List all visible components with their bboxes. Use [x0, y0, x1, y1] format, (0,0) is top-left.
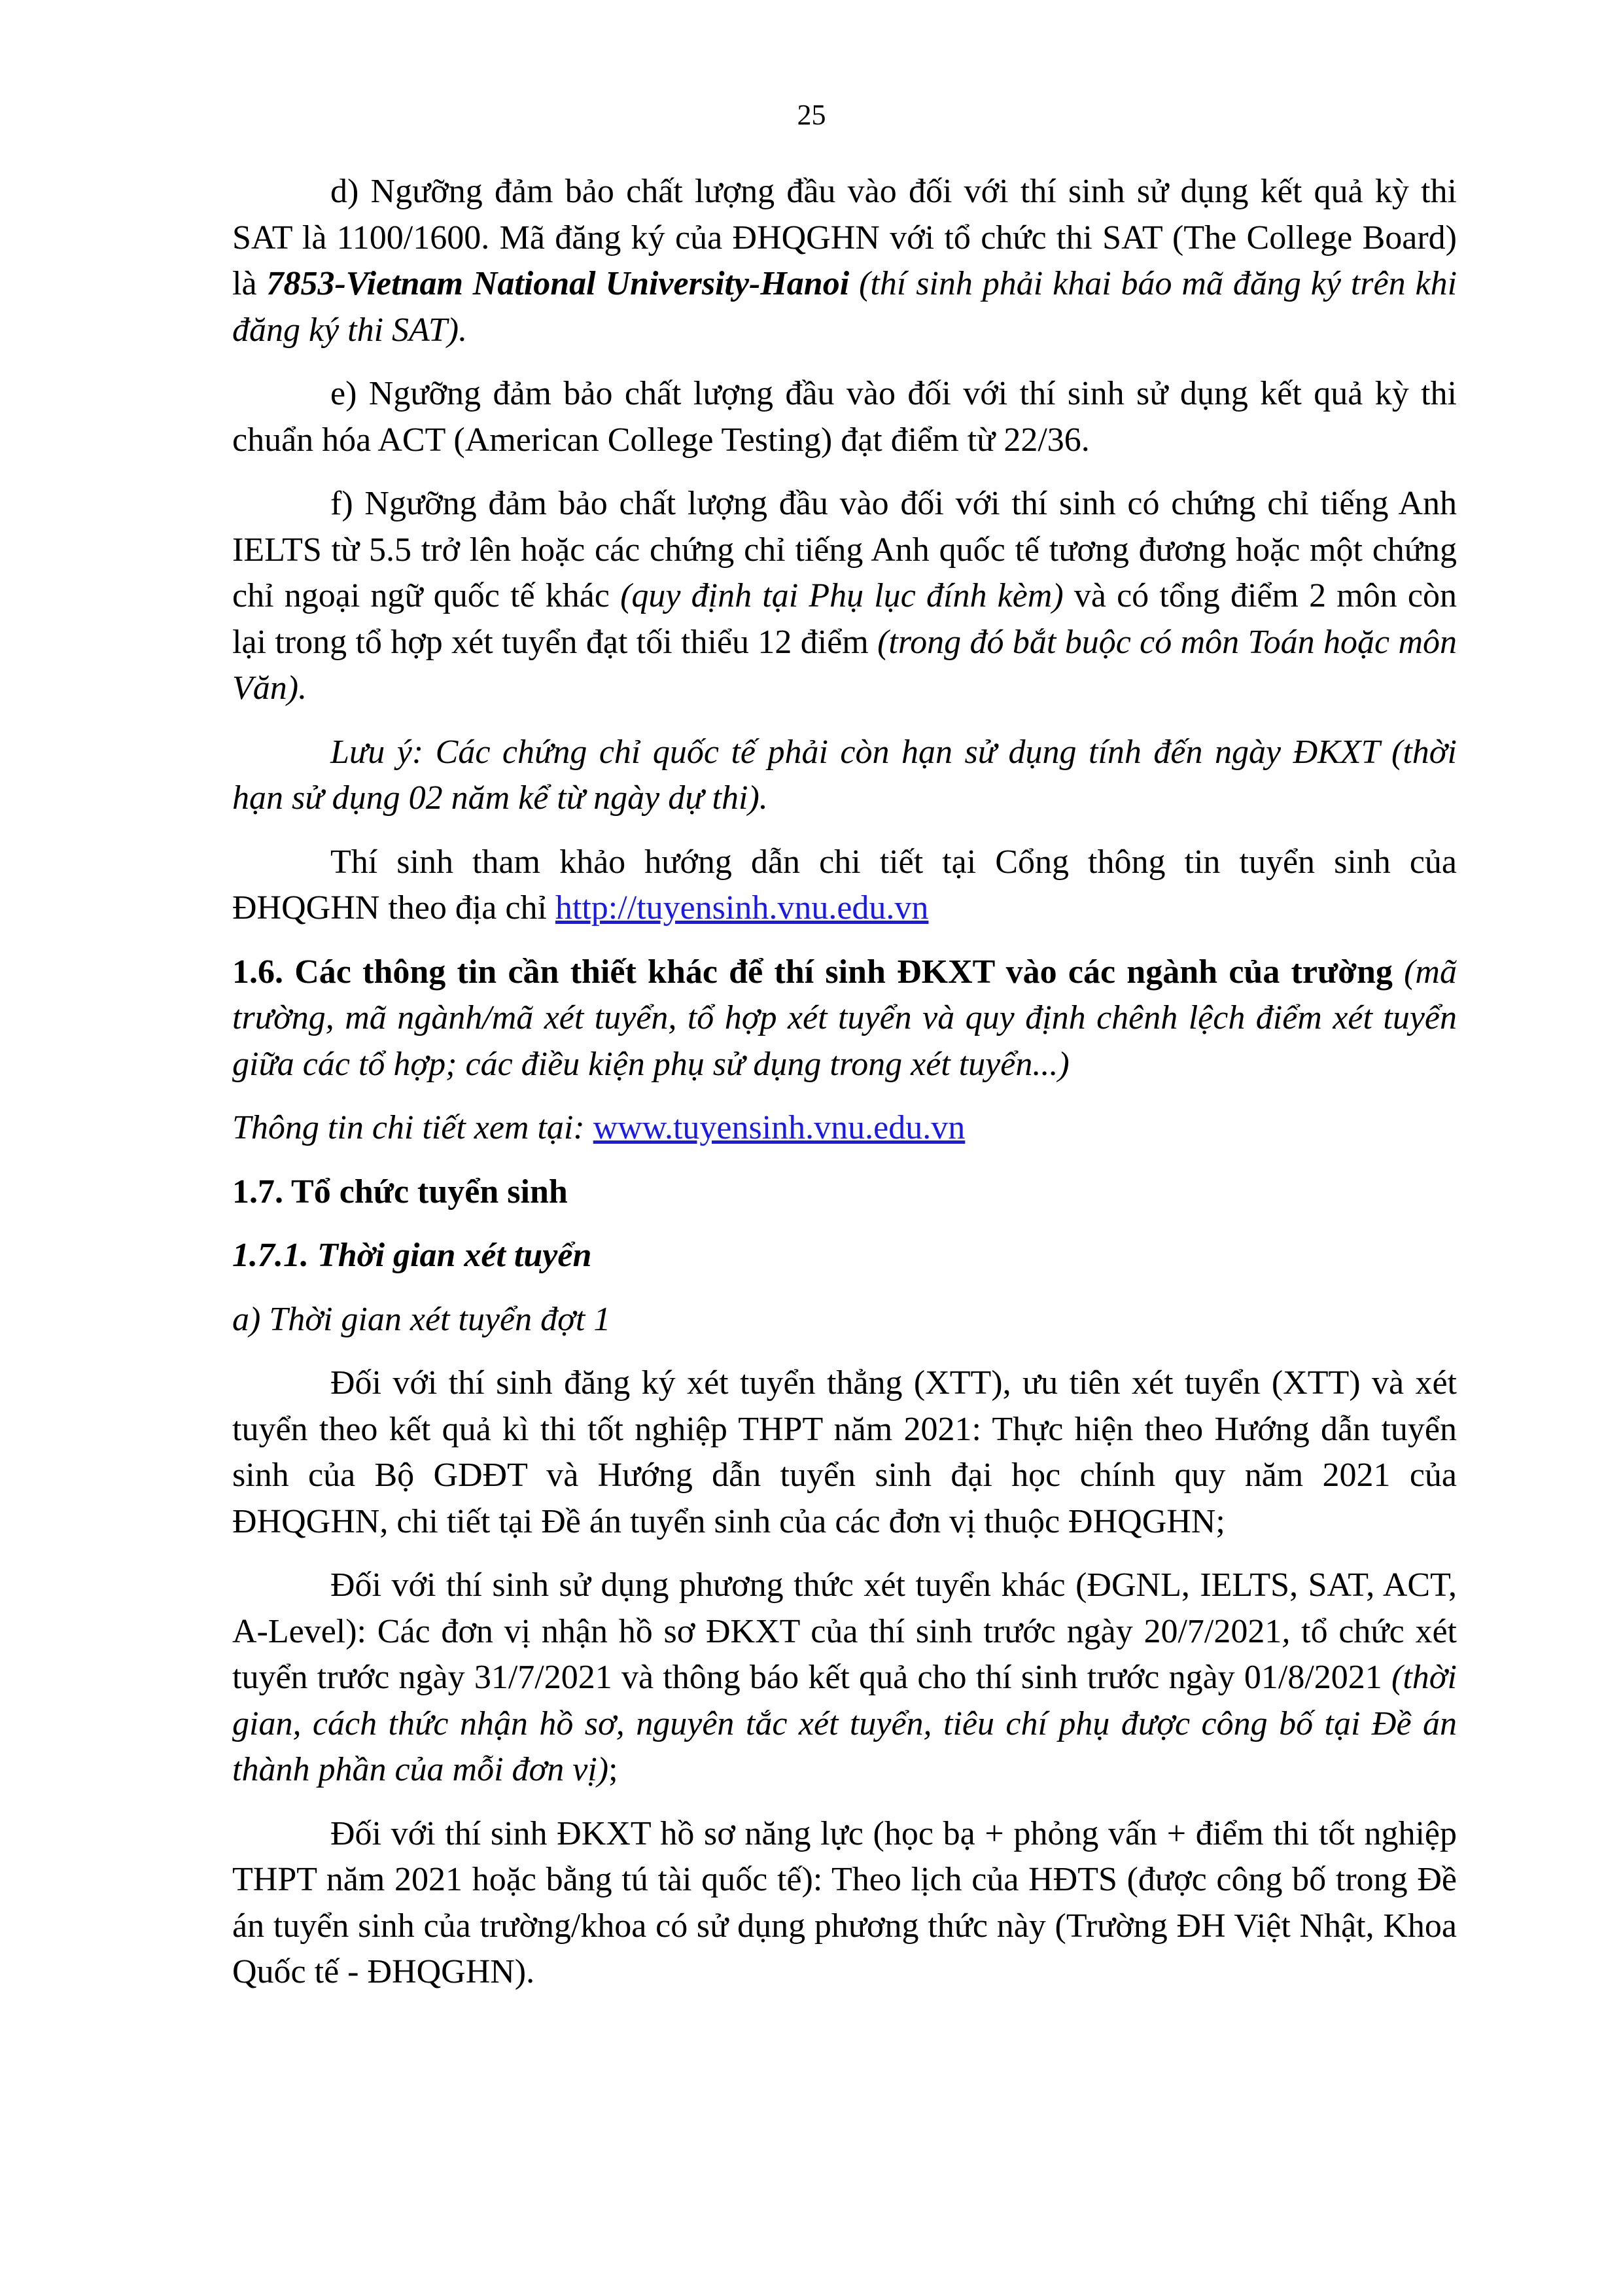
section-1-7-1-heading: 1.7.1. Thời gian xét tuyển	[232, 1237, 592, 1274]
section-1-6	[232, 949, 1457, 1088]
section-1-6-italic: (mã trường, mã ngành/mã xét tuyển, tổ hợp xét tuyển và quy định chênh lệch điểm xét tuyển giữa các tổ hợp; các điều kiện phụ sử dụng trong xét tuyển...)	[232, 953, 1457, 1083]
ielts-text-2: và có tổng điểm 2 môn còn lại trong tổ hợp xét tuyển đạt tối thiểu 12 điểm	[232, 577, 1457, 661]
section-1-7-heading: 1.7. Tổ chức tuyển sinh	[232, 1173, 568, 1210]
ielts-text-1: f) Ngưỡng đảm bảo chất lượng đầu vào đối với thí sinh có chứng chỉ tiếng Anh IELTS từ 5.5 trở lên hoặc các chứng chỉ tiếng Anh quốc tế tương đương hoặc một chứng chỉ ngoại ngữ quốc tế khác	[232, 485, 1457, 614]
other-italic: (thời gian, cách thức nhận hồ sơ, nguyên tắc xét tuyển, tiêu chí phụ được công bố tại Đề án thành phần của mỗi đơn vị)	[232, 1659, 1457, 1788]
portal-link[interactable]: http://tuyensinh.vnu.edu.vn	[555, 889, 929, 927]
paragraph-other-methods	[232, 1563, 1457, 1793]
details-label: Thông tin chi tiết xem tại:	[232, 1109, 593, 1146]
paragraph-act-threshold: e) Ngưỡng đảm bảo chất lượng đầu vào đối với thí sinh sử dụng kết quả kỳ thi chuẩn hóa ACT (American College Testing) đạt điểm từ 22/36.	[232, 375, 1457, 459]
sat-text: d) Ngưỡng đảm bảo chất lượng đầu vào đối với thí sinh sử dụng kết quả kỳ thi SAT là 1100/1600. Mã đăng ký của ĐHQGHN với tổ chức thi SAT (The College Board) là	[232, 173, 1457, 302]
sat-registration-code: 7853-Vietnam National University-Hanoi	[266, 265, 850, 302]
paragraph-sat-threshold	[232, 169, 1457, 353]
ielts-italic-2: (trong đó bắt buộc có môn Toán hoặc môn Văn).	[232, 623, 1457, 707]
page-number: 25	[797, 99, 826, 131]
document-body	[232, 169, 1457, 2013]
ielts-italic-1: (quy định tại Phụ lục đính kèm)	[620, 577, 1064, 614]
paragraph-direct-admission: Đối với thí sinh đăng ký xét tuyển thẳng (XTT), ưu tiên xét tuyển (XTT) và xét tuyển theo kết quả kì thi tốt nghiệp THPT năm 2021: Thực hiện theo Hướng dẫn tuyển sinh của Bộ GDĐT và Hướng dẫn tuyển sinh đại học chính quy năm 2021 của ĐHQGHN, chi tiết tại Đề án tuyển sinh của các đơn vị thuộc ĐHQGHN;	[232, 1364, 1457, 1540]
paragraph-details	[232, 1105, 1457, 1152]
other-text-3: ;	[608, 1751, 618, 1788]
portal-text: Thí sinh tham khảo hướng dẫn chi tiết tại Cổng thông tin tuyển sinh của ĐHQGHN theo địa chỉ	[232, 843, 1457, 927]
other-text-1: Đối với thí sinh sử dụng phương thức xét tuyển khác (ĐGNL, IELTS, SAT, ACT, A-Level): Các đơn vị nhận hồ sơ ĐKXT của thí sinh trước ngày 20/7/2021	[232, 1566, 1457, 1650]
other-comma: ,	[1282, 1612, 1291, 1650]
sat-note: (thí sinh phải khai báo mã đăng ký trên khi đăng ký thi SAT).	[232, 265, 1457, 349]
paragraph-capacity-profile: Đối với thí sinh ĐKXT hồ sơ năng lực (học bạ + phỏng vấn + điểm thi tốt nghiệp THPT năm 2021 hoặc bằng tú tài quốc tế): Theo lịch của HĐTS (được công bố trong Đề án tuyển sinh của trường/khoa có sử dụng phương thức này (Trường ĐH Việt Nhật, Khoa Quốc tế - ĐHQGHN).	[232, 1814, 1457, 1990]
paragraph-portal-reference	[232, 839, 1457, 932]
paragraph-ielts-threshold	[232, 481, 1457, 712]
other-text-2: tổ chức xét tuyển trước ngày 31/7/2021 và thông báo kết quả cho thí sinh trước ngày 01/8/2021	[232, 1612, 1457, 1696]
details-link[interactable]: www.tuyensinh.vnu.edu.vn	[593, 1109, 966, 1146]
subheading-round-1: a) Thời gian xét tuyển đợt 1	[232, 1300, 611, 1338]
section-1-6-title: 1.6. Các thông tin cần thiết khác để thí sinh ĐKXT vào các ngành của trường	[232, 953, 1393, 991]
paragraph-note: Lưu ý: Các chứng chỉ quốc tế phải còn hạn sử dụng tính đến ngày ĐKXT (thời hạn sử dụng 02 năm kể từ ngày dự thi).	[232, 733, 1457, 817]
